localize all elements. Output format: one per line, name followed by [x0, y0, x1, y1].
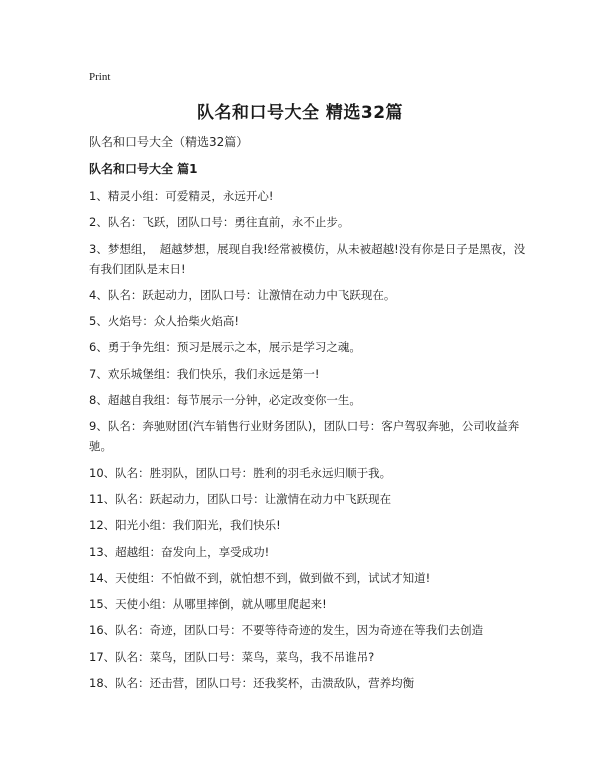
list-item: 17、队名：菜鸟，团队口号：菜鸟，菜鸟，我不吊谁吊?: [89, 649, 375, 664]
section-heading: 队名和口号大全 篇1: [89, 162, 198, 176]
list-item: 14、天使组：不怕做不到，就怕想不到，做到做不到，试试才知道!: [89, 570, 431, 585]
list-item: 8、超越自我组：每节展示一分钟，必定改变你一生。: [89, 393, 361, 408]
list-item: 11、队名：跃起动力，团队口号：让激情在动力中飞跃现在: [89, 491, 392, 506]
list-item: 15、天使小组：从哪里摔倒，就从哪里爬起来!: [89, 597, 327, 612]
list-item: 2、队名：飞跃，团队口号：勇往直前，永不止步。: [89, 215, 350, 230]
print-label: Print: [89, 71, 111, 83]
slogan-list: [89, 186, 529, 699]
list-item: 12、阳光小组：我们阳光，我们快乐!: [89, 518, 281, 533]
page-subtitle: 队名和口号大全（精选32篇）: [89, 135, 249, 149]
list-item: 13、超越组：奋发向上，享受成功!: [89, 544, 270, 559]
list-item: 7、欢乐城堡组：我们快乐，我们永远是第一!: [89, 366, 320, 381]
list-item: 3、梦想组， 超越梦想，展现自我!经常被模仿，从未被超越!没有你是日子是黑夜，没有我们团队是末日!: [89, 241, 526, 276]
list-item: 18、队名：还击营，团队口号：还我奖杯，击溃敌队，营养均衡: [89, 676, 415, 691]
list-item: 9、队名：奔驰财团(汽车销售行业财务团队)，团队口号：客户驾驭奔驰，公司收益奔驰。: [89, 419, 520, 454]
list-item: 6、勇于争先组：预习是展示之本，展示是学习之魂。: [89, 340, 361, 355]
list-item: 16、队名：奇迹，团队口号：不要等待奇迹的发生，因为奇迹在等我们去创造: [89, 623, 484, 638]
list-item: 10、队名：胜羽队，团队口号：胜利的羽毛永远归顺于我。: [89, 465, 392, 480]
page-title: 队名和口号大全 精选32篇: [196, 103, 404, 123]
list-item: 4、队名：跃起动力，团队口号：让激情在动力中飞跃现在。: [89, 287, 396, 302]
list-item: 5、火焰号：众人拾柴火焰高!: [89, 314, 239, 329]
list-item: 1、精灵小组：可爱精灵，永远开心!: [89, 189, 274, 203]
